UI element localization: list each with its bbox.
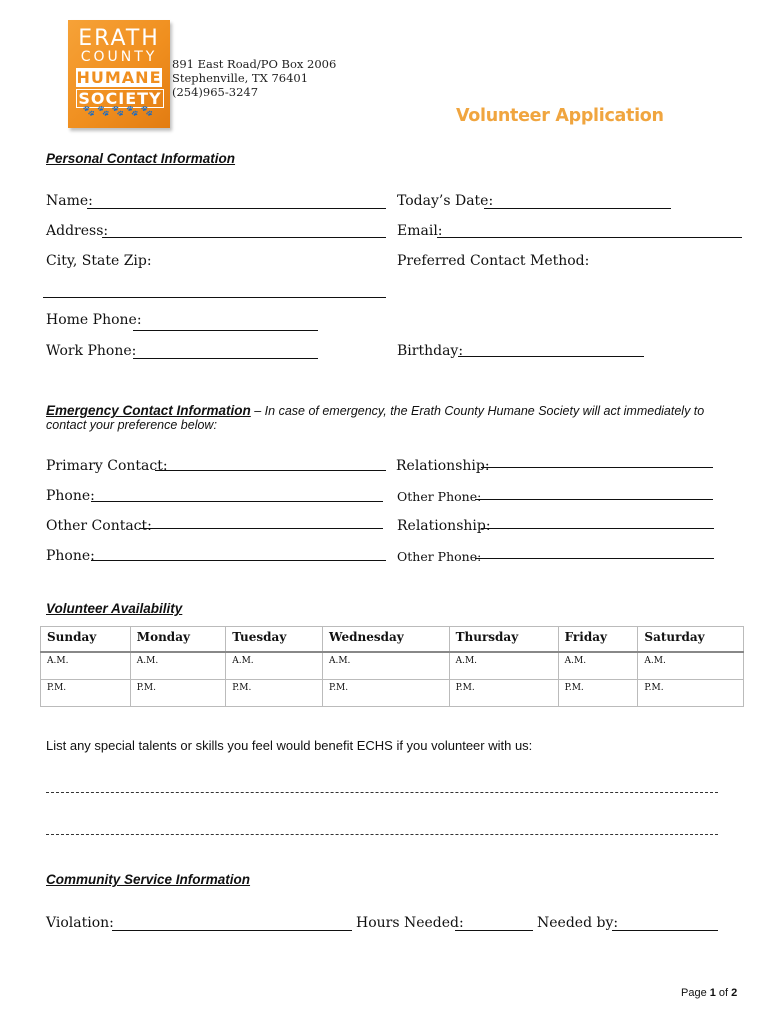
other-phone2-label: Other Phone: — [397, 549, 482, 564]
paw-prints-icon: 🐾🐾🐾🐾🐾 — [82, 106, 156, 117]
phone1-field[interactable] — [91, 501, 383, 502]
personal-contact-heading: Personal Contact Information — [46, 151, 236, 166]
pm-cell-sunday[interactable]: P.M. — [41, 680, 131, 707]
volunteer-availability-heading: Volunteer Availability — [46, 601, 183, 616]
am-cell-friday[interactable]: A.M. — [558, 652, 638, 680]
am-cell-thursday[interactable]: A.M. — [449, 652, 558, 680]
other-contact-field[interactable] — [139, 528, 383, 529]
other-phone1-field[interactable] — [475, 499, 713, 500]
logo-line-humane: HUMANE — [76, 68, 162, 87]
name-label: Name: — [46, 193, 93, 209]
address-city: Stephenville, TX 76401 — [172, 71, 309, 85]
emergency-contact-heading: Emergency Contact Information — [46, 403, 251, 418]
phone2-label: Phone: — [46, 548, 95, 564]
email-field[interactable] — [437, 237, 742, 238]
availability-table — [40, 626, 744, 707]
emergency-note-line2: contact your preference below: — [46, 418, 217, 432]
address-phone: (254)965-3247 — [172, 85, 259, 99]
address-field[interactable] — [102, 237, 386, 238]
phone2-field[interactable] — [91, 560, 386, 561]
am-cell-monday[interactable]: A.M. — [130, 652, 225, 680]
preferred-contact-label: Preferred Contact Method: — [397, 253, 590, 269]
violation-label: Violation: — [46, 915, 114, 931]
logo-line-county: COUNTY — [80, 49, 158, 65]
availability-header-row — [41, 627, 744, 653]
community-service-heading: Community Service Information — [46, 872, 251, 887]
logo-line-society: SOCIETY — [76, 89, 164, 108]
emergency-heading-row — [46, 400, 704, 419]
needed-by-field[interactable] — [612, 930, 718, 931]
skills-field-line2[interactable] — [46, 834, 718, 835]
page-total: 2 — [731, 987, 738, 999]
relationship2-field[interactable] — [481, 528, 714, 529]
other-phone1-label: Other Phone: — [397, 489, 482, 504]
logo-line-erath: ERATH — [78, 26, 160, 51]
page-current: 1 — [709, 987, 716, 999]
pm-cell-monday[interactable]: P.M. — [130, 680, 225, 707]
pm-cell-tuesday[interactable]: P.M. — [226, 680, 323, 707]
violation-field[interactable] — [112, 930, 352, 931]
am-cell-wednesday[interactable]: A.M. — [322, 652, 449, 680]
email-label: Email: — [397, 223, 443, 239]
work-phone-field[interactable] — [133, 358, 318, 359]
address-street: 891 East Road/PO Box 2006 — [172, 57, 337, 71]
organization-address — [172, 57, 336, 99]
birthday-field[interactable] — [458, 356, 644, 357]
skills-prompt: List any special talents or skills you feel would benefit ECHS if you volunteer with us: — [46, 738, 533, 753]
page-number — [681, 987, 737, 999]
availability-am-row — [41, 652, 744, 680]
hours-needed-field[interactable] — [455, 930, 533, 931]
day-header-friday: Friday — [558, 627, 638, 653]
other-contact-label: Other Contact: — [46, 518, 152, 534]
pm-cell-thursday[interactable]: P.M. — [449, 680, 558, 707]
todays-date-field[interactable] — [484, 208, 671, 209]
primary-contact-label: Primary Contact: — [46, 458, 168, 474]
page-prefix: Page — [681, 987, 710, 999]
name-field[interactable] — [87, 208, 386, 209]
day-header-wednesday: Wednesday — [322, 627, 449, 653]
other-phone2-field[interactable] — [475, 558, 714, 559]
pm-cell-saturday[interactable]: P.M. — [638, 680, 744, 707]
phone1-label: Phone: — [46, 488, 95, 504]
day-header-tuesday: Tuesday — [226, 627, 323, 653]
todays-date-label: Today’s Date: — [397, 193, 494, 209]
relationship1-field[interactable] — [481, 467, 713, 468]
pm-cell-friday[interactable]: P.M. — [558, 680, 638, 707]
page-title: Volunteer Application — [456, 106, 664, 126]
birthday-label: Birthday: — [397, 343, 464, 359]
day-header-saturday: Saturday — [638, 627, 744, 653]
primary-contact-field[interactable] — [155, 470, 386, 471]
day-header-thursday: Thursday — [449, 627, 558, 653]
home-phone-field[interactable] — [133, 330, 318, 331]
availability-pm-row — [41, 680, 744, 707]
relationship1-label: Relationship: — [396, 458, 490, 474]
emergency-note-line1: – In case of emergency, the Erath County Humane Society will act immediately to — [250, 404, 705, 418]
am-cell-sunday[interactable]: A.M. — [41, 652, 131, 680]
humane-society-logo — [68, 20, 170, 128]
hours-needed-label: Hours Needed: — [356, 915, 464, 931]
city-state-zip-field[interactable] — [43, 297, 386, 298]
day-header-sunday: Sunday — [41, 627, 131, 653]
home-phone-label: Home Phone: — [46, 312, 142, 328]
relationship2-label: Relationship: — [397, 518, 491, 534]
city-state-zip-label: City, State Zip: — [46, 253, 152, 269]
page-of: of — [715, 987, 732, 999]
address-label: Address: — [46, 223, 109, 239]
pm-cell-wednesday[interactable]: P.M. — [322, 680, 449, 707]
needed-by-label: Needed by: — [537, 915, 619, 931]
am-cell-tuesday[interactable]: A.M. — [226, 652, 323, 680]
am-cell-saturday[interactable]: A.M. — [638, 652, 744, 680]
skills-field-line1[interactable] — [46, 792, 718, 793]
day-header-monday: Monday — [130, 627, 225, 653]
work-phone-label: Work Phone: — [46, 343, 137, 359]
